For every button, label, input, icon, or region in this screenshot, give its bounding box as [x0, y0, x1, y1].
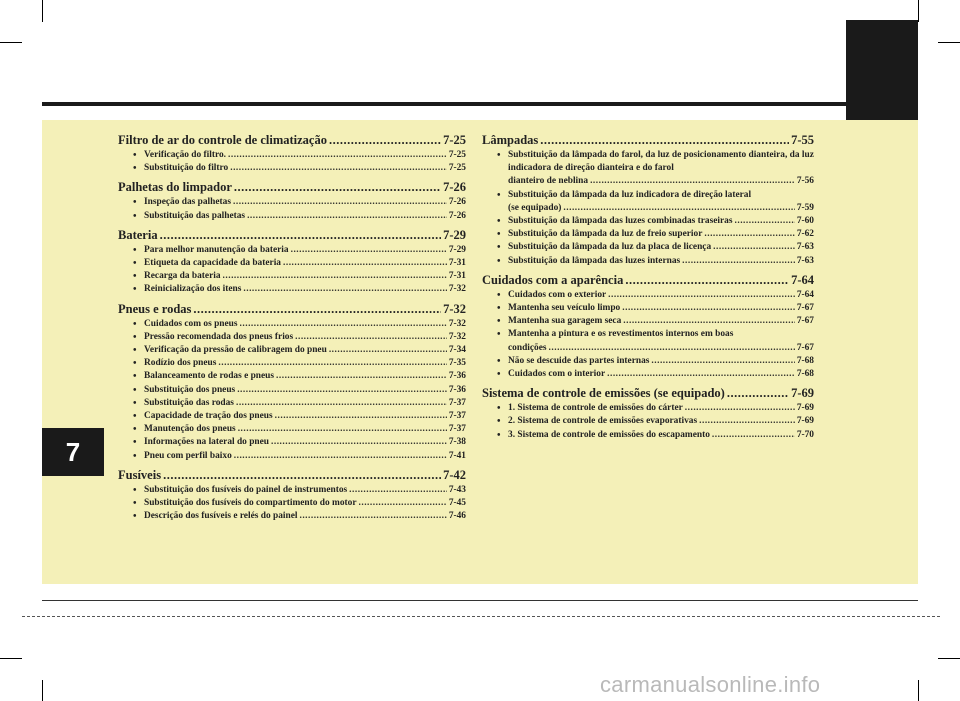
- toc-item-label: • Balanceamento de rodas e pneus: [144, 371, 275, 382]
- dot-leader: [163, 467, 441, 483]
- toc-item: [482, 302, 814, 315]
- section-title: Pneus e rodas: [118, 301, 192, 316]
- toc-item: [118, 484, 466, 497]
- chapter-corner-block: [846, 20, 918, 120]
- toc-item-row: [144, 357, 466, 370]
- section-heading-row: [118, 132, 466, 148]
- toc-item-label: • Etiqueta da capacidade da bateria: [144, 258, 281, 269]
- toc-item: [118, 244, 466, 257]
- toc-item-label: • Capacidade de tração dos pneus: [144, 411, 273, 422]
- section-title: Cuidados com a aparência: [482, 272, 624, 287]
- toc-item-page: 7-32: [448, 318, 466, 329]
- toc-item: [482, 228, 814, 241]
- section-title: Filtro de ar do controle de climatização: [118, 133, 327, 147]
- toc-item: [482, 215, 814, 228]
- dot-leader: [608, 289, 795, 302]
- dot-leader: [713, 241, 795, 254]
- toc-item: [118, 497, 466, 510]
- toc-item-row: [508, 255, 814, 268]
- section-page: 7-64: [791, 272, 814, 287]
- toc-item-page: 7-46: [448, 511, 466, 522]
- toc-item-label: • Inspeção das palhetas: [144, 197, 231, 208]
- dot-leader: [271, 436, 447, 449]
- toc-item: [482, 429, 814, 442]
- dot-leader: [237, 384, 447, 397]
- toc-item-row: [508, 228, 814, 241]
- dot-leader: [727, 385, 789, 401]
- toc-item-row: [144, 397, 466, 410]
- toc-item: [118, 162, 466, 175]
- crop-mark: [0, 42, 22, 43]
- toc-item-row: [508, 402, 814, 415]
- toc-item-page: 7-63: [796, 255, 814, 266]
- dot-leader: [563, 202, 794, 215]
- section-title: Palhetas do limpador: [118, 180, 232, 195]
- dot-leader: [247, 210, 447, 223]
- toc-item-label: • Cuidados com o interior: [508, 369, 606, 380]
- toc-item-label: • Não se descuide das partes internas: [508, 355, 650, 366]
- dot-leader: [228, 149, 447, 162]
- toc-item-row: [508, 429, 814, 442]
- dot-leader: [275, 410, 447, 423]
- toc-item-row: [144, 384, 466, 397]
- dot-leader: [699, 415, 795, 428]
- dot-leader: [329, 132, 441, 148]
- toc-item-label: • Mantenha seu veículo limpo: [508, 303, 621, 314]
- toc-item-row: [144, 331, 466, 344]
- toc-section-heading: [118, 467, 466, 483]
- section-title: Sistema de controle de emissões (se equipado): [482, 386, 725, 401]
- toc-item-label: • Recarga da bateria: [144, 271, 221, 282]
- toc-item-row: [144, 162, 466, 175]
- dot-leader: [682, 255, 795, 268]
- toc-item-page: 7-25: [448, 150, 466, 160]
- toc-item: [482, 402, 814, 415]
- dot-leader: [160, 227, 442, 243]
- toc-item-page: 7-37: [448, 424, 466, 435]
- toc-item-row: [508, 302, 814, 315]
- header-rule: [42, 102, 846, 106]
- toc-item: [118, 423, 466, 436]
- dot-leader: [240, 318, 447, 331]
- toc-item-label: • Substituição dos fusíveis do painel de instrumentos: [144, 484, 348, 495]
- toc-item-page: 7-29: [448, 244, 466, 255]
- toc-item-page: 7-68: [796, 369, 814, 380]
- toc-item: [482, 289, 814, 302]
- toc-item-row: [144, 244, 466, 257]
- section-page: 7-32: [443, 301, 466, 316]
- section-heading-row: [118, 467, 466, 483]
- toc-item-label: • Substituição da lâmpada da luz da placa de licença: [508, 242, 712, 253]
- dot-leader: [236, 397, 447, 410]
- toc-item-page: 7-45: [448, 498, 466, 509]
- toc-item-row: [508, 355, 814, 368]
- toc-item-page: 7-56: [796, 176, 814, 187]
- toc-item-page: 7-32: [448, 284, 466, 295]
- toc-item-text-line: • Substituição da lâmpada da luz indicadora de direção lateral: [508, 189, 752, 200]
- section-page: 7-42: [443, 467, 466, 482]
- toc-item-row: [508, 289, 814, 302]
- dot-leader: [218, 357, 446, 370]
- section-heading-row: [118, 179, 466, 195]
- toc-item-row: [508, 175, 814, 188]
- toc-item: [118, 357, 466, 370]
- chapter-tab: [42, 428, 104, 476]
- dot-leader: [193, 301, 441, 317]
- toc-item-page: 7-68: [796, 355, 814, 366]
- crop-mark: [938, 42, 960, 43]
- toc-item-label: • Verificação da pressão de calibragem do pneu: [144, 345, 327, 356]
- toc-item-row: [144, 497, 466, 510]
- toc-item-row: [144, 510, 466, 523]
- toc-item-row: [144, 210, 466, 223]
- toc-item-page: 7-37: [448, 411, 466, 422]
- toc-item: [118, 510, 466, 523]
- dot-leader: [276, 370, 447, 383]
- toc-item-row: [144, 270, 466, 283]
- toc-item-row: [508, 368, 814, 381]
- toc-item-label: • Cuidados com o exterior: [508, 289, 607, 300]
- toc-item-page: 7-35: [448, 358, 466, 369]
- toc-item-label: condições: [508, 342, 547, 353]
- section-heading-row: [118, 227, 466, 243]
- toc-item: [118, 436, 466, 449]
- dot-leader: [234, 450, 447, 463]
- toc-item: [482, 189, 814, 215]
- toc-item-label: • Pressão recomendada dos pneus frios: [144, 331, 294, 342]
- toc-item: [482, 255, 814, 268]
- toc-item: [118, 318, 466, 331]
- dot-leader: [651, 355, 794, 368]
- dot-leader: [540, 132, 789, 148]
- toc-item-row: [144, 344, 466, 357]
- toc-item-row: [508, 342, 814, 355]
- dot-leader: [349, 484, 447, 497]
- toc-section-heading: [482, 132, 814, 148]
- toc-item-label: • Reinicialização dos itens: [144, 284, 242, 295]
- dot-leader: [685, 402, 795, 415]
- toc-item-row: [144, 149, 466, 162]
- toc-item-text-line: • Mantenha a pintura e os revestimentos internos em boas: [508, 329, 734, 340]
- toc-item-page: 7-31: [448, 258, 466, 269]
- toc-section-heading: [118, 227, 466, 243]
- toc-item-page: 7-62: [796, 229, 814, 240]
- toc-item-label: • Substituição das palhetas: [144, 210, 246, 221]
- toc-item-page: 7-69: [796, 403, 814, 414]
- toc-section-heading: [482, 272, 814, 288]
- toc-item-page: 7-43: [448, 484, 466, 495]
- section-page: 7-26: [443, 180, 466, 195]
- toc-item-label: • Cuidados com os pneus: [144, 318, 238, 329]
- toc-item-label: • Verificação do filtro.: [144, 150, 227, 160]
- toc-item-page: 7-67: [796, 342, 814, 353]
- crop-mark: [42, 0, 43, 22]
- dot-leader: [291, 244, 447, 257]
- section-heading-row: [482, 132, 814, 148]
- section-title: Lâmpadas: [482, 133, 539, 147]
- toc-section-heading: [482, 385, 814, 401]
- dot-leader: [230, 162, 447, 175]
- toc-item-page: 7-36: [448, 371, 466, 382]
- toc-item-label: • Substituição da lâmpada das luzes combinadas traseiras: [508, 216, 733, 227]
- toc-item: [118, 149, 466, 162]
- toc-item-page: 7-38: [448, 437, 466, 448]
- dot-leader: [590, 175, 795, 188]
- crop-mark: [0, 658, 22, 659]
- toc-item-row: [144, 283, 466, 296]
- toc-item-label: • Manutenção dos pneus: [144, 424, 236, 435]
- toc-item: [118, 283, 466, 296]
- dot-leader: [223, 270, 447, 283]
- toc-item-page: 7-25: [448, 163, 466, 174]
- toc-item-row: [508, 241, 814, 254]
- toc-item-page: 7-31: [448, 271, 466, 282]
- toc-item-page: 7-34: [448, 345, 466, 356]
- toc-item-row: [508, 215, 814, 228]
- toc-item-page: 7-70: [796, 429, 814, 440]
- toc-item-page: 7-64: [796, 289, 814, 300]
- toc-item: [118, 384, 466, 397]
- toc-item: [482, 355, 814, 368]
- toc-item-label: • Substituição dos fusíveis do compartimento do motor: [144, 498, 357, 509]
- toc-section-heading: [118, 301, 466, 317]
- toc-item-page: 7-37: [448, 397, 466, 408]
- toc-right-column: [482, 132, 814, 442]
- toc-item-page: 7-32: [448, 331, 466, 342]
- toc-item-label: • 1. Sistema de controle de emissões do cárter: [508, 403, 683, 414]
- toc-item-page: 7-63: [796, 242, 814, 253]
- toc-item: [118, 370, 466, 383]
- dot-leader: [243, 283, 446, 296]
- footer-rule: [42, 600, 918, 601]
- toc-item-label: (se equipado): [508, 202, 562, 213]
- toc-item-label: • Substituição das rodas: [144, 397, 234, 408]
- toc-item: [118, 450, 466, 463]
- dot-leader: [329, 344, 447, 357]
- toc-item: [482, 315, 814, 328]
- toc-left-column: [118, 132, 466, 523]
- section-page: 7-69: [791, 386, 814, 401]
- dot-leader: [233, 196, 447, 209]
- toc-item-row: [144, 196, 466, 209]
- dot-leader: [712, 429, 795, 442]
- crop-mark: [918, 0, 919, 22]
- crop-mark: [42, 680, 43, 701]
- toc-item-label: • Rodízio dos pneus: [144, 358, 217, 369]
- dot-leader: [283, 257, 447, 270]
- toc-item-row: [508, 415, 814, 428]
- toc-item: [482, 328, 814, 354]
- toc-item-page: 7-26: [448, 210, 466, 221]
- dot-leader: [234, 179, 441, 195]
- section-page: 7-55: [791, 133, 814, 147]
- crop-mark: [918, 680, 919, 701]
- toc-item: [118, 410, 466, 423]
- toc-item-page: 7-60: [796, 216, 814, 227]
- toc-item-page: 7-67: [796, 303, 814, 314]
- toc-item-label: • Para melhor manutenção da bateria: [144, 244, 289, 255]
- dot-leader: [607, 368, 795, 381]
- toc-item-row: [144, 450, 466, 463]
- toc-item-text-line: • Substituição da lâmpada do farol, da luz de posicionamento dianteira, da luz indicadora de direção dianteira e do farol: [508, 150, 814, 174]
- crop-mark: [938, 658, 960, 659]
- toc-item: [118, 331, 466, 344]
- toc-item: [118, 196, 466, 209]
- section-heading-row: [118, 301, 466, 317]
- toc-item-page: 7-59: [796, 202, 814, 213]
- toc-section-heading: [118, 179, 466, 195]
- footer-dashed-rule: [22, 616, 940, 617]
- dot-leader: [622, 302, 795, 315]
- toc-item-row: [144, 436, 466, 449]
- dot-leader: [549, 342, 795, 355]
- toc-item: [118, 257, 466, 270]
- toc-item-row: [144, 318, 466, 331]
- toc-item-row: [508, 202, 814, 215]
- toc-item-label: • 2. Sistema de controle de emissões evaporativas: [508, 416, 698, 427]
- section-page: 7-25: [443, 133, 466, 147]
- dot-leader: [623, 315, 795, 328]
- section-heading-row: [482, 272, 814, 288]
- dot-leader: [238, 423, 447, 436]
- dot-leader: [295, 331, 447, 344]
- toc-item-page: 7-41: [448, 450, 466, 461]
- toc-item-label: • Informações na lateral do pneu: [144, 437, 269, 448]
- toc-item: [118, 210, 466, 223]
- toc-item-row: [144, 423, 466, 436]
- toc-item: [482, 241, 814, 254]
- toc-item: [482, 415, 814, 428]
- section-title: Fusíveis: [118, 467, 162, 482]
- toc-item-label: • Pneu com perfil baixo: [144, 450, 232, 461]
- toc-item-row: [144, 410, 466, 423]
- toc-item: [118, 270, 466, 283]
- toc-item-row: [144, 484, 466, 497]
- toc-item-label: • Mantenha sua garagem seca: [508, 316, 622, 327]
- toc-item: [482, 149, 814, 189]
- toc-item-row: [508, 315, 814, 328]
- toc-item-label: dianteiro de neblina: [508, 176, 589, 187]
- toc-item-row: [144, 257, 466, 270]
- toc-item-label: • Substituição da lâmpada das luzes internas: [508, 255, 681, 266]
- toc-item-label: • Substituição da lâmpada da luz de freio superior: [508, 229, 703, 240]
- toc-item: [118, 397, 466, 410]
- toc-item: [118, 344, 466, 357]
- chapter-number: 7: [65, 436, 81, 467]
- toc-item-label: • 3. Sistema de controle de emissões do escapamento: [508, 429, 710, 440]
- dot-leader: [704, 228, 794, 241]
- dot-leader: [359, 497, 447, 510]
- dot-leader: [625, 272, 789, 288]
- section-page: 7-29: [443, 227, 466, 242]
- toc-item-page: 7-36: [448, 384, 466, 395]
- toc-item-label: • Descrição dos fusíveis e relés do painel: [144, 511, 298, 522]
- toc-item-row: [144, 370, 466, 383]
- toc-item-page: 7-26: [448, 197, 466, 208]
- toc-item: [482, 368, 814, 381]
- toc-item-page: 7-67: [796, 316, 814, 327]
- watermark: carmanualsonline.info: [600, 672, 821, 697]
- toc-item-label: • Substituição dos pneus: [144, 384, 236, 395]
- section-title: Bateria: [118, 227, 158, 242]
- dot-leader: [735, 215, 795, 228]
- dot-leader: [299, 510, 446, 523]
- toc-section-heading: [118, 132, 466, 148]
- toc-item-label: • Substituição do filtro: [144, 163, 229, 174]
- section-heading-row: [482, 385, 814, 401]
- toc-item-page: 7-69: [796, 416, 814, 427]
